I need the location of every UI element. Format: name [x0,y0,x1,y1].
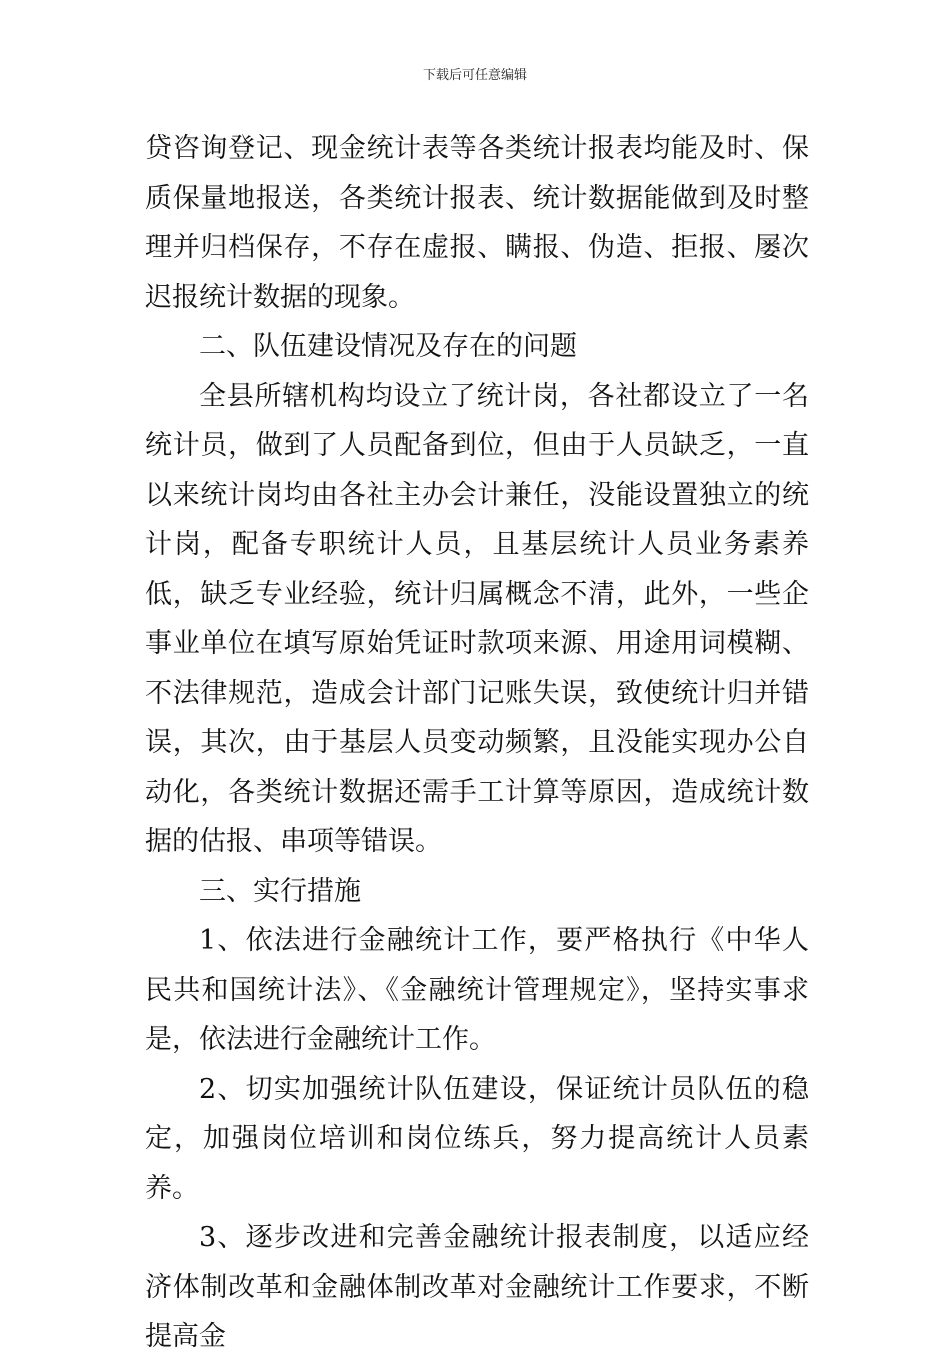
measure-item-2: 2、切实加强统计队伍建设，保证统计员队伍的稳定，加强岗位培训和岗位练兵，努力提高统计人员素养。 [145,1073,809,1204]
paragraph-2: 全县所辖机构均设立了统计岗，各社都设立了一名统计员，做到了人员配备到位，但由于人员缺乏，一直以来统计岗均由各社主办会计兼任，没能设置独立的统计岗，配备专职统计人员，且基层统计人员业务素养低，缺乏专业经验，统计归属概念不清，此外，一些企事业单位在填写原始凭证时款项来源、用途用词模糊、不法律规范，造成会计部门记账失误，致使统计归并错误，其次，由于基层人员变动频繁，且没能实现办公自动化，各类统计数据还需手工计算等原因，造成统计数据的估报、串项等错误。 [145,380,809,857]
document-body [145,124,809,1362]
section-heading-3: 三、实行措施 [199,875,361,907]
page-header: 下载后可任意编辑 [422,68,527,83]
paragraph-1: 贷咨询登记、现金统计表等各类统计报表均能及时、保质保量地报送，各类统计报表、统计数据能做到及时整理并归档保存，不存在虚报、瞒报、伪造、拒报、屡次迟报统计数据的现象。 [145,133,809,313]
section-heading-2: 二、队伍建设情况及存在的问题 [199,331,577,362]
measure-item-3: 3、逐步改进和完善金融统计报表制度，以适应经济体制改革和金融体制改革对金融统计工作要求，不断提高金 [145,1222,809,1352]
measure-item-1: 1、依法进行金融统计工作，要严格执行《中华人民共和国统计法》、《金融统计管理规定》，坚持实事求是，依法进行金融统计工作。 [145,925,809,1055]
